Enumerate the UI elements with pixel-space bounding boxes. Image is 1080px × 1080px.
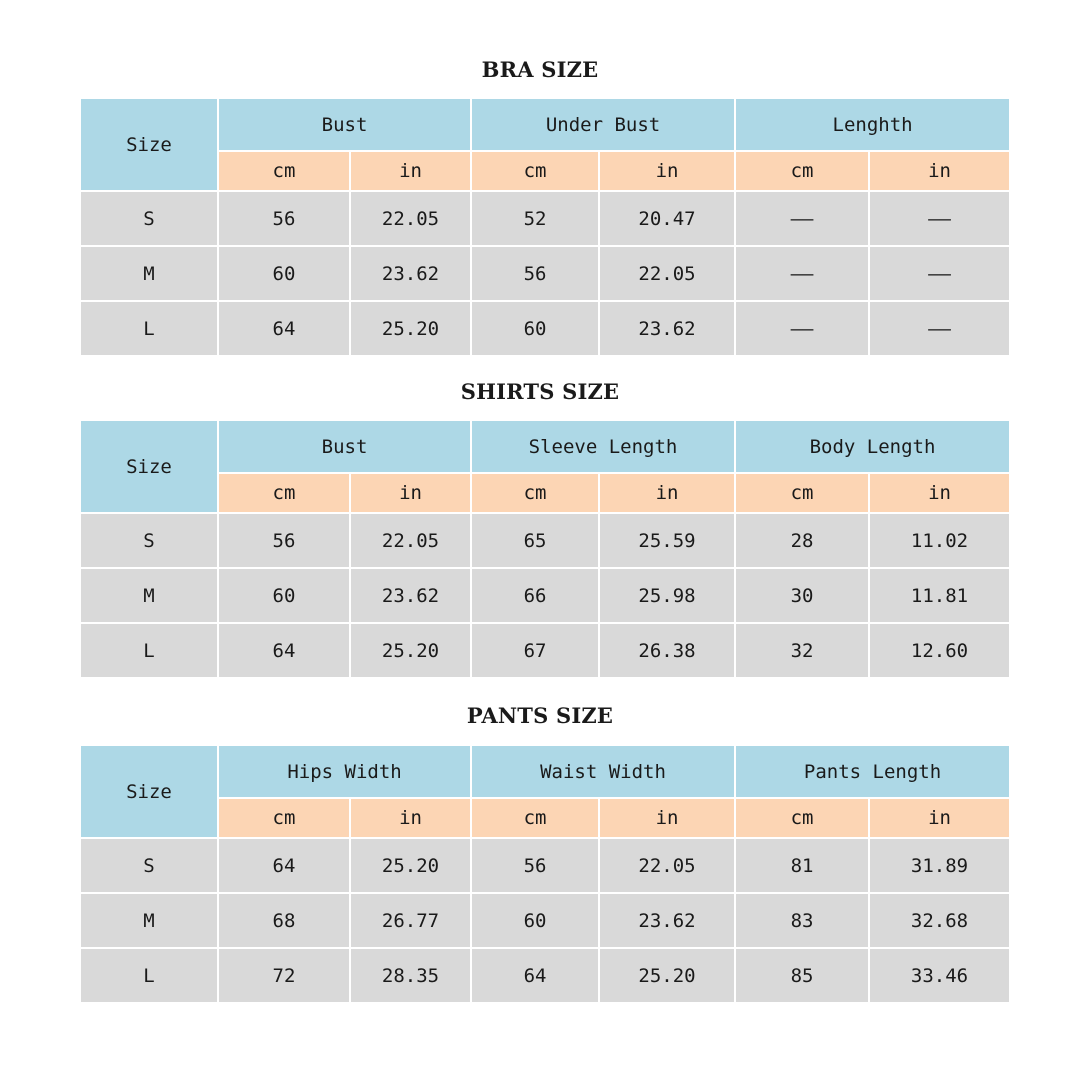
- value-cell: 85: [735, 948, 869, 1003]
- table-row: [80, 838, 1010, 893]
- value-cell: 60: [471, 893, 599, 948]
- table-row: [80, 623, 1010, 678]
- value-cell: ——: [735, 191, 869, 246]
- size-cell: M: [80, 568, 218, 623]
- value-cell: 68: [218, 893, 350, 948]
- value-cell: 23.62: [599, 893, 735, 948]
- unit-header: cm: [218, 151, 350, 191]
- table-row: [80, 568, 1010, 623]
- value-cell: 64: [218, 301, 350, 356]
- value-cell: ——: [869, 191, 1010, 246]
- table-row: [80, 191, 1010, 246]
- unit-header: cm: [735, 798, 869, 838]
- value-cell: 56: [218, 513, 350, 568]
- bra-size-title: BRA SIZE: [481, 57, 599, 82]
- value-cell: 81: [735, 838, 869, 893]
- size-column-header: Size: [80, 420, 218, 513]
- value-cell: 25.20: [350, 623, 471, 678]
- size-column-header: Size: [80, 98, 218, 191]
- table-row: [80, 893, 1010, 948]
- value-cell: 23.62: [599, 301, 735, 356]
- table-row: [80, 246, 1010, 301]
- value-cell: 25.59: [599, 513, 735, 568]
- value-cell: 22.05: [599, 246, 735, 301]
- unit-header: cm: [218, 798, 350, 838]
- value-cell: ——: [735, 301, 869, 356]
- value-cell: 60: [218, 568, 350, 623]
- unit-header: in: [869, 798, 1010, 838]
- value-cell: 64: [471, 948, 599, 1003]
- value-cell: 28: [735, 513, 869, 568]
- value-cell: 22.05: [350, 191, 471, 246]
- value-cell: 23.62: [350, 246, 471, 301]
- value-cell: 67: [471, 623, 599, 678]
- unit-header: in: [869, 151, 1010, 191]
- value-cell: 60: [218, 246, 350, 301]
- value-cell: 11.81: [869, 568, 1010, 623]
- value-cell: 56: [218, 191, 350, 246]
- unit-header: cm: [471, 798, 599, 838]
- unit-header: in: [350, 473, 471, 513]
- value-cell: 33.46: [869, 948, 1010, 1003]
- value-cell: ——: [869, 246, 1010, 301]
- table-row: [80, 948, 1010, 1003]
- value-cell: 83: [735, 893, 869, 948]
- size-cell: S: [80, 513, 218, 568]
- value-cell: ——: [735, 246, 869, 301]
- value-cell: 25.20: [599, 948, 735, 1003]
- size-cell: M: [80, 893, 218, 948]
- unit-header: cm: [218, 473, 350, 513]
- value-cell: 26.77: [350, 893, 471, 948]
- group-header: Bust: [218, 98, 471, 151]
- value-cell: 11.02: [869, 513, 1010, 568]
- group-header: Body Length: [735, 420, 1010, 473]
- unit-header: in: [599, 151, 735, 191]
- size-cell: L: [80, 623, 218, 678]
- value-cell: 22.05: [599, 838, 735, 893]
- unit-header: in: [869, 473, 1010, 513]
- value-cell: 25.20: [350, 838, 471, 893]
- unit-header: cm: [471, 151, 599, 191]
- group-header: Pants Length: [735, 745, 1010, 798]
- group-header: Lenghth: [735, 98, 1010, 151]
- size-column-header: Size: [80, 745, 218, 838]
- value-cell: 30: [735, 568, 869, 623]
- value-cell: 31.89: [869, 838, 1010, 893]
- value-cell: 52: [471, 191, 599, 246]
- value-cell: 22.05: [350, 513, 471, 568]
- unit-header: in: [350, 798, 471, 838]
- shirts-size-title: SHIRTS SIZE: [460, 379, 620, 404]
- group-header: Bust: [218, 420, 471, 473]
- value-cell: 32: [735, 623, 869, 678]
- unit-header: in: [599, 798, 735, 838]
- value-cell: 32.68: [869, 893, 1010, 948]
- size-cell: L: [80, 948, 218, 1003]
- value-cell: 25.98: [599, 568, 735, 623]
- unit-header: in: [350, 151, 471, 191]
- value-cell: 26.38: [599, 623, 735, 678]
- group-header: Under Bust: [471, 98, 735, 151]
- size-cell: M: [80, 246, 218, 301]
- unit-header: cm: [735, 151, 869, 191]
- value-cell: 20.47: [599, 191, 735, 246]
- pants-size-table: [79, 744, 1011, 1004]
- table-row: [80, 301, 1010, 356]
- unit-header: in: [599, 473, 735, 513]
- value-cell: 65: [471, 513, 599, 568]
- value-cell: 56: [471, 246, 599, 301]
- group-header: Waist Width: [471, 745, 735, 798]
- value-cell: 25.20: [350, 301, 471, 356]
- group-header: Hips Width: [218, 745, 471, 798]
- value-cell: 72: [218, 948, 350, 1003]
- size-cell: L: [80, 301, 218, 356]
- group-header: Sleeve Length: [471, 420, 735, 473]
- value-cell: 28.35: [350, 948, 471, 1003]
- size-cell: S: [80, 838, 218, 893]
- shirts-size-table: [79, 419, 1011, 679]
- table-row: [80, 513, 1010, 568]
- value-cell: ——: [869, 301, 1010, 356]
- value-cell: 60: [471, 301, 599, 356]
- value-cell: 66: [471, 568, 599, 623]
- bra-size-table: [79, 97, 1011, 357]
- value-cell: 23.62: [350, 568, 471, 623]
- unit-header: cm: [735, 473, 869, 513]
- value-cell: 64: [218, 623, 350, 678]
- unit-header: cm: [471, 473, 599, 513]
- size-cell: S: [80, 191, 218, 246]
- value-cell: 12.60: [869, 623, 1010, 678]
- pants-size-title: PANTS SIZE: [466, 703, 614, 728]
- value-cell: 56: [471, 838, 599, 893]
- value-cell: 64: [218, 838, 350, 893]
